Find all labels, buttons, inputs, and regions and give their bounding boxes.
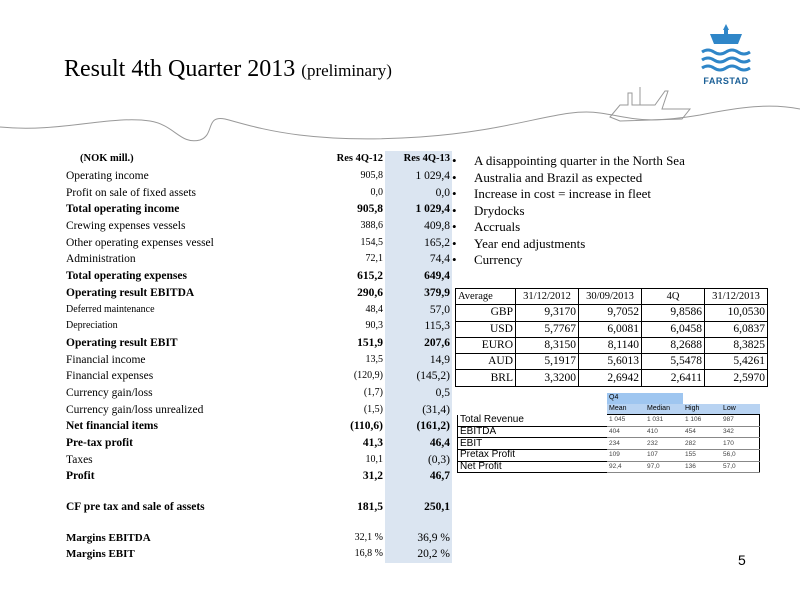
consensus-row [458, 449, 760, 461]
results-row [64, 301, 452, 318]
bullet-item: • Drydocks [452, 203, 685, 220]
row-value-4q-13: 379,9 [385, 285, 452, 302]
fx-rate: 8,3150 [516, 337, 579, 353]
fx-rate: 10,0530 [705, 305, 768, 321]
fx-header-row [456, 289, 768, 305]
results-row [64, 218, 452, 235]
fx-rate: 3,3200 [516, 370, 579, 386]
row-label: Crewing expenses vessels [66, 220, 186, 233]
fx-row [456, 370, 768, 386]
results-row [64, 318, 452, 335]
row-value-4q-12: (1,5) [363, 403, 383, 415]
fx-header-cell: 31/12/2013 [705, 289, 768, 305]
spacer-cell [385, 485, 452, 499]
consensus-value: 987 [721, 415, 760, 427]
results-header-row [64, 151, 452, 168]
page-number: 5 [738, 552, 746, 568]
fx-rate: 8,1140 [579, 337, 642, 353]
row-value-4q-13: 0,0 [385, 184, 452, 201]
row-label: Profit [66, 470, 95, 483]
consensus-value: 232 [645, 438, 683, 450]
results-row [64, 529, 452, 546]
consensus-row [458, 426, 760, 438]
row-value-4q-13: 115,3 [385, 318, 452, 335]
results-row [64, 201, 452, 218]
consensus-value: 282 [683, 438, 721, 450]
row-value-4q-12: 290,6 [357, 286, 383, 299]
row-label: Financial income [66, 353, 146, 366]
fx-rate: 9,3170 [516, 305, 579, 321]
row-label: Margins EBITDA [66, 531, 151, 544]
currency-table [455, 288, 768, 387]
consensus-header-cell: Median [645, 404, 683, 415]
fx-rate: 6,0837 [705, 321, 768, 337]
consensus-value: 1 031 [645, 415, 683, 427]
row-label: Margins EBIT [66, 548, 135, 561]
consensus-value: 234 [607, 438, 645, 450]
fx-rate: 9,7052 [579, 305, 642, 321]
fx-rate: 5,7767 [516, 321, 579, 337]
row-value-4q-12: 32,1 % [354, 531, 383, 543]
bullet-item: • Australia and Brazil as expected [452, 170, 685, 187]
row-value-4q-12: 48,4 [365, 303, 383, 315]
blank-cell [458, 404, 608, 415]
row-value-4q-13: 20,2 % [385, 546, 452, 563]
results-row [64, 368, 452, 385]
spacer-cell [267, 485, 385, 499]
consensus-value: 454 [683, 426, 721, 438]
consensus-value: 410 [645, 426, 683, 438]
results-row [64, 418, 452, 435]
fx-rate: 5,5478 [642, 354, 705, 370]
consensus-value: 155 [683, 449, 721, 461]
consensus-value: 1 106 [683, 415, 721, 427]
row-value-4q-13: (145,2) [385, 368, 452, 385]
fx-rate: 6,0458 [642, 321, 705, 337]
spacer-cell [64, 485, 267, 499]
row-value-4q-12: 0,0 [370, 186, 383, 198]
fx-rate: 2,5970 [705, 370, 768, 386]
consensus-label: EBITDA [458, 426, 608, 438]
row-label: Depreciation [66, 320, 118, 332]
results-row [64, 184, 452, 201]
fx-header-cell: 31/12/2012 [516, 289, 579, 305]
results-row [64, 435, 452, 452]
row-value-4q-12: 31,2 [362, 470, 383, 483]
fx-rate: 9,8586 [642, 305, 705, 321]
row-value-4q-13: 46,4 [385, 435, 452, 452]
consensus-value: 97,0 [645, 461, 683, 473]
row-value-4q-13: 14,9 [385, 351, 452, 368]
row-label: Currency gain/loss unrealized [66, 403, 204, 416]
fx-row [456, 321, 768, 337]
row-value-4q-13: (31,4) [385, 401, 452, 418]
consensus-value: 107 [645, 449, 683, 461]
title-subtitle: (preliminary) [301, 61, 392, 80]
row-value-4q-12: 905,8 [360, 170, 383, 182]
fx-rate: 2,6411 [642, 370, 705, 386]
consensus-header-cell: Mean [607, 404, 645, 415]
row-value-4q-12: 615,2 [357, 270, 383, 283]
row-label: Administration [66, 253, 136, 266]
row-value-4q-13: 74,4 [385, 251, 452, 268]
row-value-4q-12: (120,9) [353, 370, 383, 382]
results-row [64, 401, 452, 418]
row-value-4q-12: 72,1 [365, 253, 383, 265]
header-nok: (NOK mill.) [80, 153, 134, 165]
row-value-4q-12: 16,8 % [354, 548, 383, 560]
row-value-4q-12: 90,3 [365, 320, 383, 332]
results-row [64, 546, 452, 563]
fx-rate: 5,4261 [705, 354, 768, 370]
fx-row [456, 337, 768, 353]
slide-title [64, 56, 392, 83]
row-label: Total operating expenses [66, 270, 187, 283]
spacer-cell [385, 515, 452, 529]
row-value-4q-13: 207,6 [385, 335, 452, 352]
header-res-4q-12: Res 4Q-12 [336, 153, 383, 165]
row-label: CF pre tax and sale of assets [66, 501, 205, 514]
row-value-4q-12: 154,5 [360, 236, 383, 248]
consensus-header-cell: Low [721, 404, 760, 415]
commentary-bullets [452, 153, 685, 269]
row-value-4q-13: 165,2 [385, 234, 452, 251]
row-label: Other operating expenses vessel [66, 236, 214, 249]
consensus-value: 170 [721, 438, 760, 450]
row-label: Currency gain/loss [66, 386, 153, 399]
fx-currency: AUD [456, 354, 516, 370]
row-value-4q-12: 388,6 [360, 220, 383, 232]
row-label: Total operating income [66, 203, 180, 216]
header-res-4q-13: Res 4Q-13 [385, 151, 452, 168]
spacer-row [64, 485, 452, 499]
bullet-item: • Year end adjustments [452, 236, 685, 253]
row-label: Deferred maintenance [66, 303, 155, 315]
row-value-4q-12: (110,6) [350, 420, 383, 433]
consensus-value: 342 [721, 426, 760, 438]
consensus-table [457, 393, 760, 473]
bullet-item: • Increase in cost = increase in fleet [452, 186, 685, 203]
consensus-value: 136 [683, 461, 721, 473]
consensus-label: EBIT [458, 438, 608, 450]
fx-header-cell: 4Q [642, 289, 705, 305]
results-table [64, 151, 452, 563]
fx-rate: 5,6013 [579, 354, 642, 370]
consensus-header-cell: High [683, 404, 721, 415]
row-value-4q-12: 151,9 [357, 336, 383, 349]
results-row [64, 234, 452, 251]
bullet-item: • Accruals [452, 219, 685, 236]
fx-currency: BRL [456, 370, 516, 386]
results-row [64, 499, 452, 516]
fx-currency: EURO [456, 337, 516, 353]
ship-line-decoration-icon [0, 85, 800, 155]
row-label: Operating income [66, 170, 149, 183]
row-label: Profit on sale of fixed assets [66, 186, 196, 199]
row-label: Financial expenses [66, 370, 154, 383]
consensus-label: Pretax Profit [458, 449, 608, 461]
fx-rate: 2,6942 [579, 370, 642, 386]
spacer-cell [267, 515, 385, 529]
row-label: Taxes [66, 453, 93, 466]
consensus-row [458, 461, 760, 473]
fx-row [456, 305, 768, 321]
row-value-4q-13: (0,3) [385, 451, 452, 468]
row-value-4q-13: 409,8 [385, 218, 452, 235]
consensus-quarter-row [458, 393, 760, 404]
consensus-value: 109 [607, 449, 645, 461]
row-value-4q-13: 46,7 [385, 468, 452, 485]
row-value-4q-12: 13,5 [365, 353, 383, 365]
results-row [64, 451, 452, 468]
consensus-header-row [458, 404, 760, 415]
results-row [64, 385, 452, 402]
consensus-value: 57,0 [721, 461, 760, 473]
row-value-4q-12: (1,7) [363, 386, 383, 398]
fx-rate: 8,3825 [705, 337, 768, 353]
consensus-label: Net Profit [458, 461, 608, 473]
row-value-4q-13: 57,0 [385, 301, 452, 318]
consensus-value: 92,4 [607, 461, 645, 473]
row-value-4q-12: 10,1 [365, 453, 383, 465]
fx-header-cell: 30/09/2013 [579, 289, 642, 305]
results-row [64, 335, 452, 352]
fx-rate: 8,2688 [642, 337, 705, 353]
bullet-item: • Currency [452, 252, 685, 269]
results-row [64, 251, 452, 268]
fx-rate: 5,1917 [516, 354, 579, 370]
title-text: Result 4th Quarter 2013 [64, 56, 296, 82]
results-row [64, 268, 452, 285]
farstad-logo-icon [698, 22, 754, 82]
fx-currency: GBP [456, 305, 516, 321]
spacer-row [64, 515, 452, 529]
row-value-4q-13: 1 029,4 [385, 201, 452, 218]
bullet-item: • A disappointing quarter in the North Sea [452, 153, 685, 170]
blank-cell [683, 393, 721, 404]
blank-cell [721, 393, 760, 404]
row-value-4q-12: 905,8 [357, 203, 383, 216]
spacer-cell [64, 515, 267, 529]
logo-wordmark: FARSTAD [703, 76, 749, 86]
consensus-value: 56,0 [721, 449, 760, 461]
results-row [64, 468, 452, 485]
consensus-row [458, 415, 760, 427]
fx-header-cell: Average [456, 289, 516, 305]
consensus-value: 404 [607, 426, 645, 438]
consensus-row [458, 438, 760, 450]
consensus-quarter: Q4 [607, 393, 683, 404]
row-value-4q-13: 1 029,4 [385, 168, 452, 185]
consensus-value: 1 045 [607, 415, 645, 427]
row-label: Net financial items [66, 420, 158, 433]
fx-currency: USD [456, 321, 516, 337]
blank-cell [458, 393, 608, 404]
fx-row [456, 354, 768, 370]
row-label: Operating result EBITDA [66, 286, 195, 299]
results-row [64, 168, 452, 185]
row-value-4q-13: 36,9 % [385, 529, 452, 546]
results-row [64, 351, 452, 368]
row-value-4q-13: (161,2) [385, 418, 452, 435]
row-label: Operating result EBIT [66, 336, 178, 349]
row-label: Pre-tax profit [66, 437, 133, 450]
row-value-4q-12: 41,3 [362, 437, 383, 450]
row-value-4q-13: 250,1 [385, 499, 452, 516]
results-row [64, 285, 452, 302]
row-value-4q-12: 181,5 [357, 501, 383, 514]
row-value-4q-13: 0,5 [385, 385, 452, 402]
fx-rate: 6,0081 [579, 321, 642, 337]
row-value-4q-13: 649,4 [385, 268, 452, 285]
consensus-label: Total Revenue [458, 415, 608, 427]
